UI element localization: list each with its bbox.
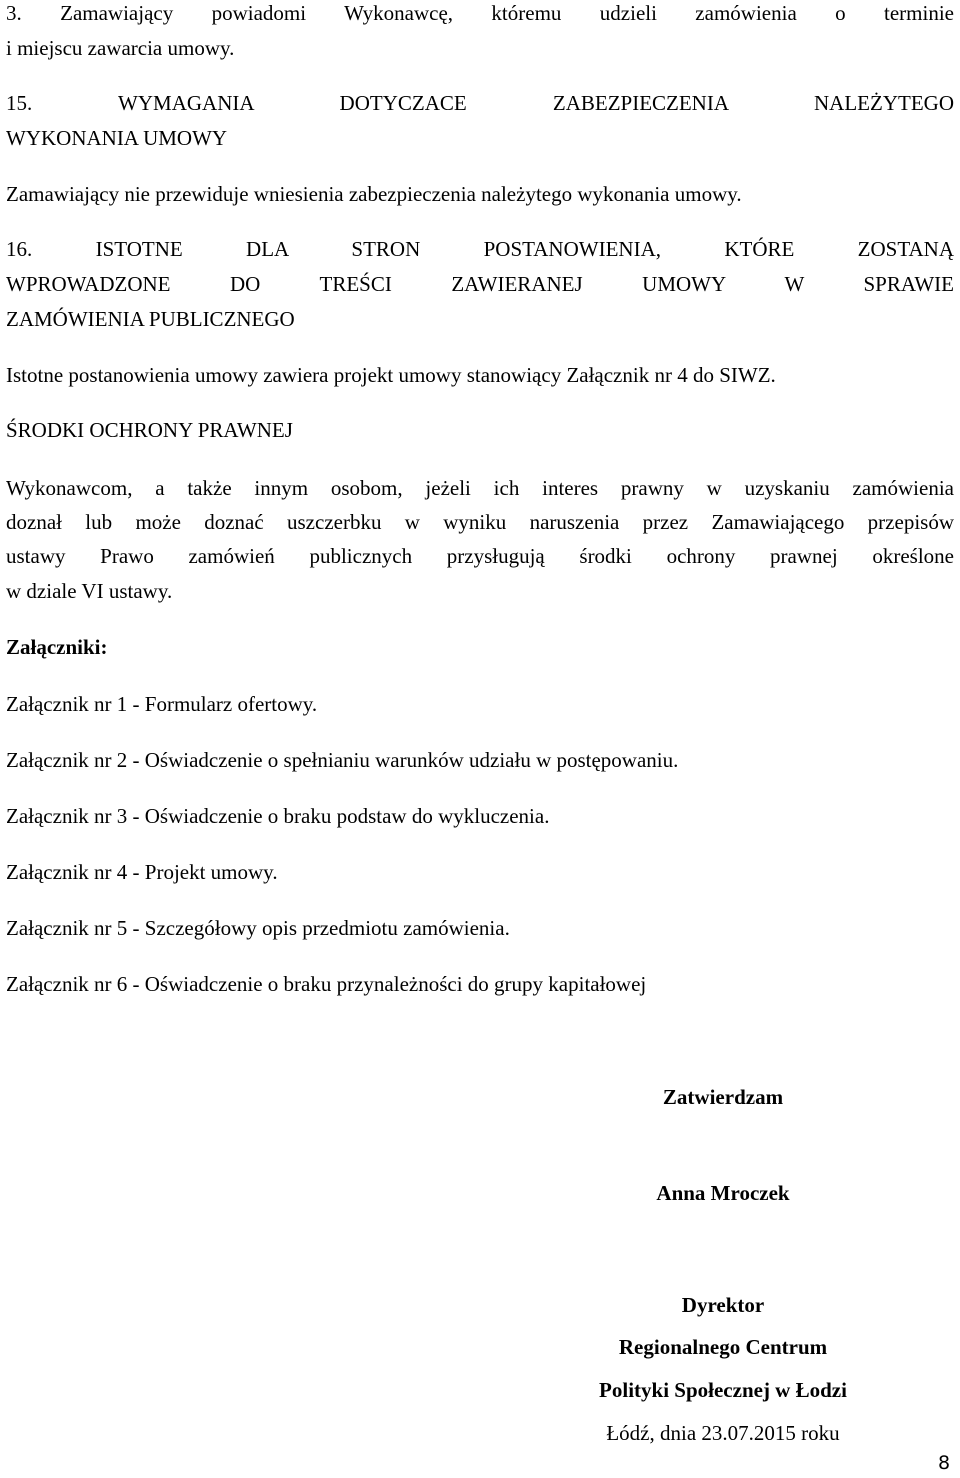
signatory-organization-line-1: Regionalnego Centrum <box>618 1335 828 1359</box>
section-16-heading-line-1: 16. ISTOTNE DLA STRON POSTANOWIENIA, KTÓRE ZOSTANĄ <box>6 237 954 261</box>
signatory-name: Anna Mroczek <box>656 1181 790 1205</box>
signatory-organization-line-2: Polityki Społecznej w Łodzi <box>599 1378 847 1402</box>
legal-remedies-line-3: ustawy Prawo zamówień publicznych przysługują środki ochrony prawnej określone <box>6 544 954 568</box>
attachment-item: Załącznik nr 6 - Oświadczenie o braku przynależności do grupy kapitałowej <box>6 972 647 996</box>
attachment-item: Załącznik nr 2 - Oświadczenie o spełnianiu warunków udziału w postępowaniu. <box>6 748 679 772</box>
item-3-line-2: i miejscu zawarcia umowy. <box>6 36 235 60</box>
section-15-body: Zamawiający nie przewiduje wniesienia zabezpieczenia należytego wykonania umowy. <box>6 182 742 206</box>
approval-label: Zatwierdzam <box>662 1085 784 1109</box>
signatory-role: Dyrektor <box>681 1293 765 1317</box>
legal-remedies-line-1: Wykonawcom, a także innym osobom, jeżeli ich interes prawny w uzyskaniu zamówienia <box>6 476 954 500</box>
attachment-item: Załącznik nr 4 - Projekt umowy. <box>6 860 278 884</box>
section-15-heading-line-1: 15. WYMAGANIA DOTYCZACE ZABEZPIECZENIA NALEŻYTEGO <box>6 91 954 115</box>
attachments-heading: Załączniki: <box>6 635 108 659</box>
section-16-heading-line-3: ZAMÓWIENIA PUBLICZNEGO <box>6 307 295 331</box>
section-16-heading-line-2: WPROWADZONE DO TREŚCI ZAWIERANEJ UMOWY W SPRAWIE <box>6 272 954 296</box>
section-15-heading-line-2: WYKONANIA UMOWY <box>6 126 228 150</box>
page-number: 8 <box>938 1452 951 1474</box>
item-3-line-1: 3. Zamawiający powiadomi Wykonawcę, któremu udzieli zamówienia o terminie <box>6 1 954 25</box>
section-16-body: Istotne postanowienia umowy zawiera projekt umowy stanowiący Załącznik nr 4 do SIWZ. <box>6 363 776 387</box>
attachment-item: Załącznik nr 1 - Formularz ofertowy. <box>6 692 318 716</box>
place-and-date: Łódź, dnia 23.07.2015 roku <box>606 1421 840 1445</box>
legal-remedies-heading: ŚRODKI OCHRONY PRAWNEJ <box>6 418 293 442</box>
legal-remedies-line-2: doznał lub może doznać uszczerbku w wyniku naruszenia przez Zamawiającego przepisów <box>6 510 954 534</box>
attachment-item: Załącznik nr 3 - Oświadczenie o braku podstaw do wykluczenia. <box>6 804 550 828</box>
attachment-item: Załącznik nr 5 - Szczegółowy opis przedmiotu zamówienia. <box>6 916 510 940</box>
legal-remedies-line-4: w dziale VI ustawy. <box>6 579 173 603</box>
